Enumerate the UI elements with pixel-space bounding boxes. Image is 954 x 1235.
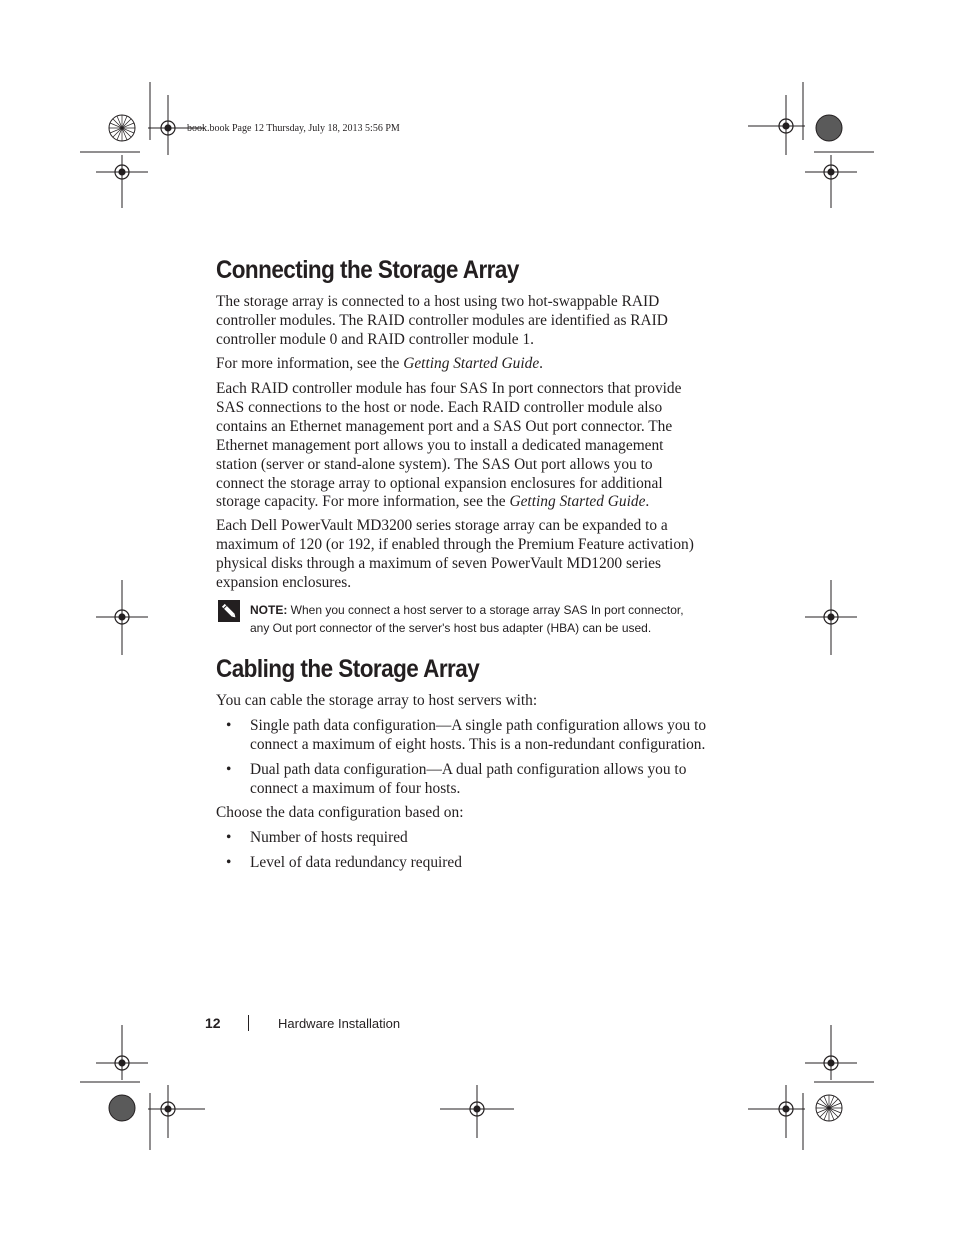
text-run: storage capacity. For more information, see the [216, 493, 510, 511]
text-line: connect a maximum of eight hosts. This is a non-redundant configuration. [250, 735, 706, 753]
paragraph-more-info [216, 355, 721, 374]
text-line: Each Dell PowerVault MD3200 series storage array can be expanded to a [216, 517, 668, 534]
text-line: Single path data configuration—A single path configuration allows you to [250, 717, 707, 734]
text-run: For more information, see the [216, 355, 404, 372]
page-number: 12 [205, 1015, 221, 1031]
list-item [216, 761, 725, 799]
text-line: Dual path data configuration—A dual path configuration allows you to [250, 761, 687, 778]
paragraph-expansion [216, 517, 721, 593]
text-line: The storage array is connected to a host using two hot-swappable RAID [216, 293, 660, 310]
heading-connecting-storage-array: Connecting the Storage Array [216, 256, 519, 284]
footer-section-title: Hardware Installation [278, 1016, 401, 1031]
paragraph-choose: Choose the data configuration based on: [216, 804, 464, 821]
list-item: • Number of hosts required [216, 829, 725, 848]
note-label: NOTE: [250, 603, 288, 617]
text-line: Each RAID controller module has four SAS In port connectors that provide [216, 380, 682, 397]
text-line: any Out port connector of the server's host bus adapter (HBA) can be used. [250, 620, 652, 635]
guide-title: Getting Started Guide [403, 355, 540, 372]
text-line: expansion enclosures. [216, 573, 352, 591]
text-line: Ethernet management port allows you to install a dedicated management [216, 436, 664, 454]
text-run: When you connect a host server to a storage array SAS In port connector, [287, 603, 684, 617]
text-line: maximum of 120 (or 192, if enabled through the Premium Feature activation) [216, 535, 694, 553]
text-line: connect the storage array to optional expansion enclosures for additional [216, 474, 663, 492]
note-pencil-icon [218, 600, 240, 622]
list-item: • Level of data redundancy required [216, 854, 725, 873]
paragraph-cabling-intro: You can cable the storage array to host servers with: [216, 692, 538, 709]
text-line: connect a maximum of four hosts. [250, 779, 461, 797]
heading-cabling-storage-array: Cabling the Storage Array [216, 655, 480, 683]
text-line: station (server or stand-alone system). The SAS Out port allows you to [216, 455, 653, 473]
text-run: . [645, 493, 650, 511]
guide-title: Getting Started Guide [509, 493, 646, 511]
list-item [216, 717, 725, 755]
text-line: SAS connections to the host or node. Each RAID controller module also [216, 398, 663, 416]
gray-dot-mark-icon [816, 115, 842, 141]
text-line: controller module 0 and RAID controller module 1. [216, 330, 534, 348]
starburst-mark-icon [816, 1095, 842, 1121]
text-run: . [539, 355, 544, 372]
paragraph-raid-controller [216, 380, 721, 512]
text-line: contains an Ethernet management port and a SAS Out port connector. The [216, 417, 673, 435]
paragraph-connection-intro [216, 293, 721, 350]
note-text [250, 602, 720, 637]
footer-divider [248, 1015, 249, 1031]
print-header: book.book Page 12 Thursday, July 18, 2013 5:56 PM [187, 123, 400, 134]
gray-dot-mark-icon [109, 1095, 135, 1121]
text-line: controller modules. The RAID controller modules are identified as RAID [216, 311, 668, 329]
starburst-mark-icon [109, 115, 135, 141]
text-line: physical disks through a maximum of seven PowerVault MD1200 series [216, 554, 661, 572]
